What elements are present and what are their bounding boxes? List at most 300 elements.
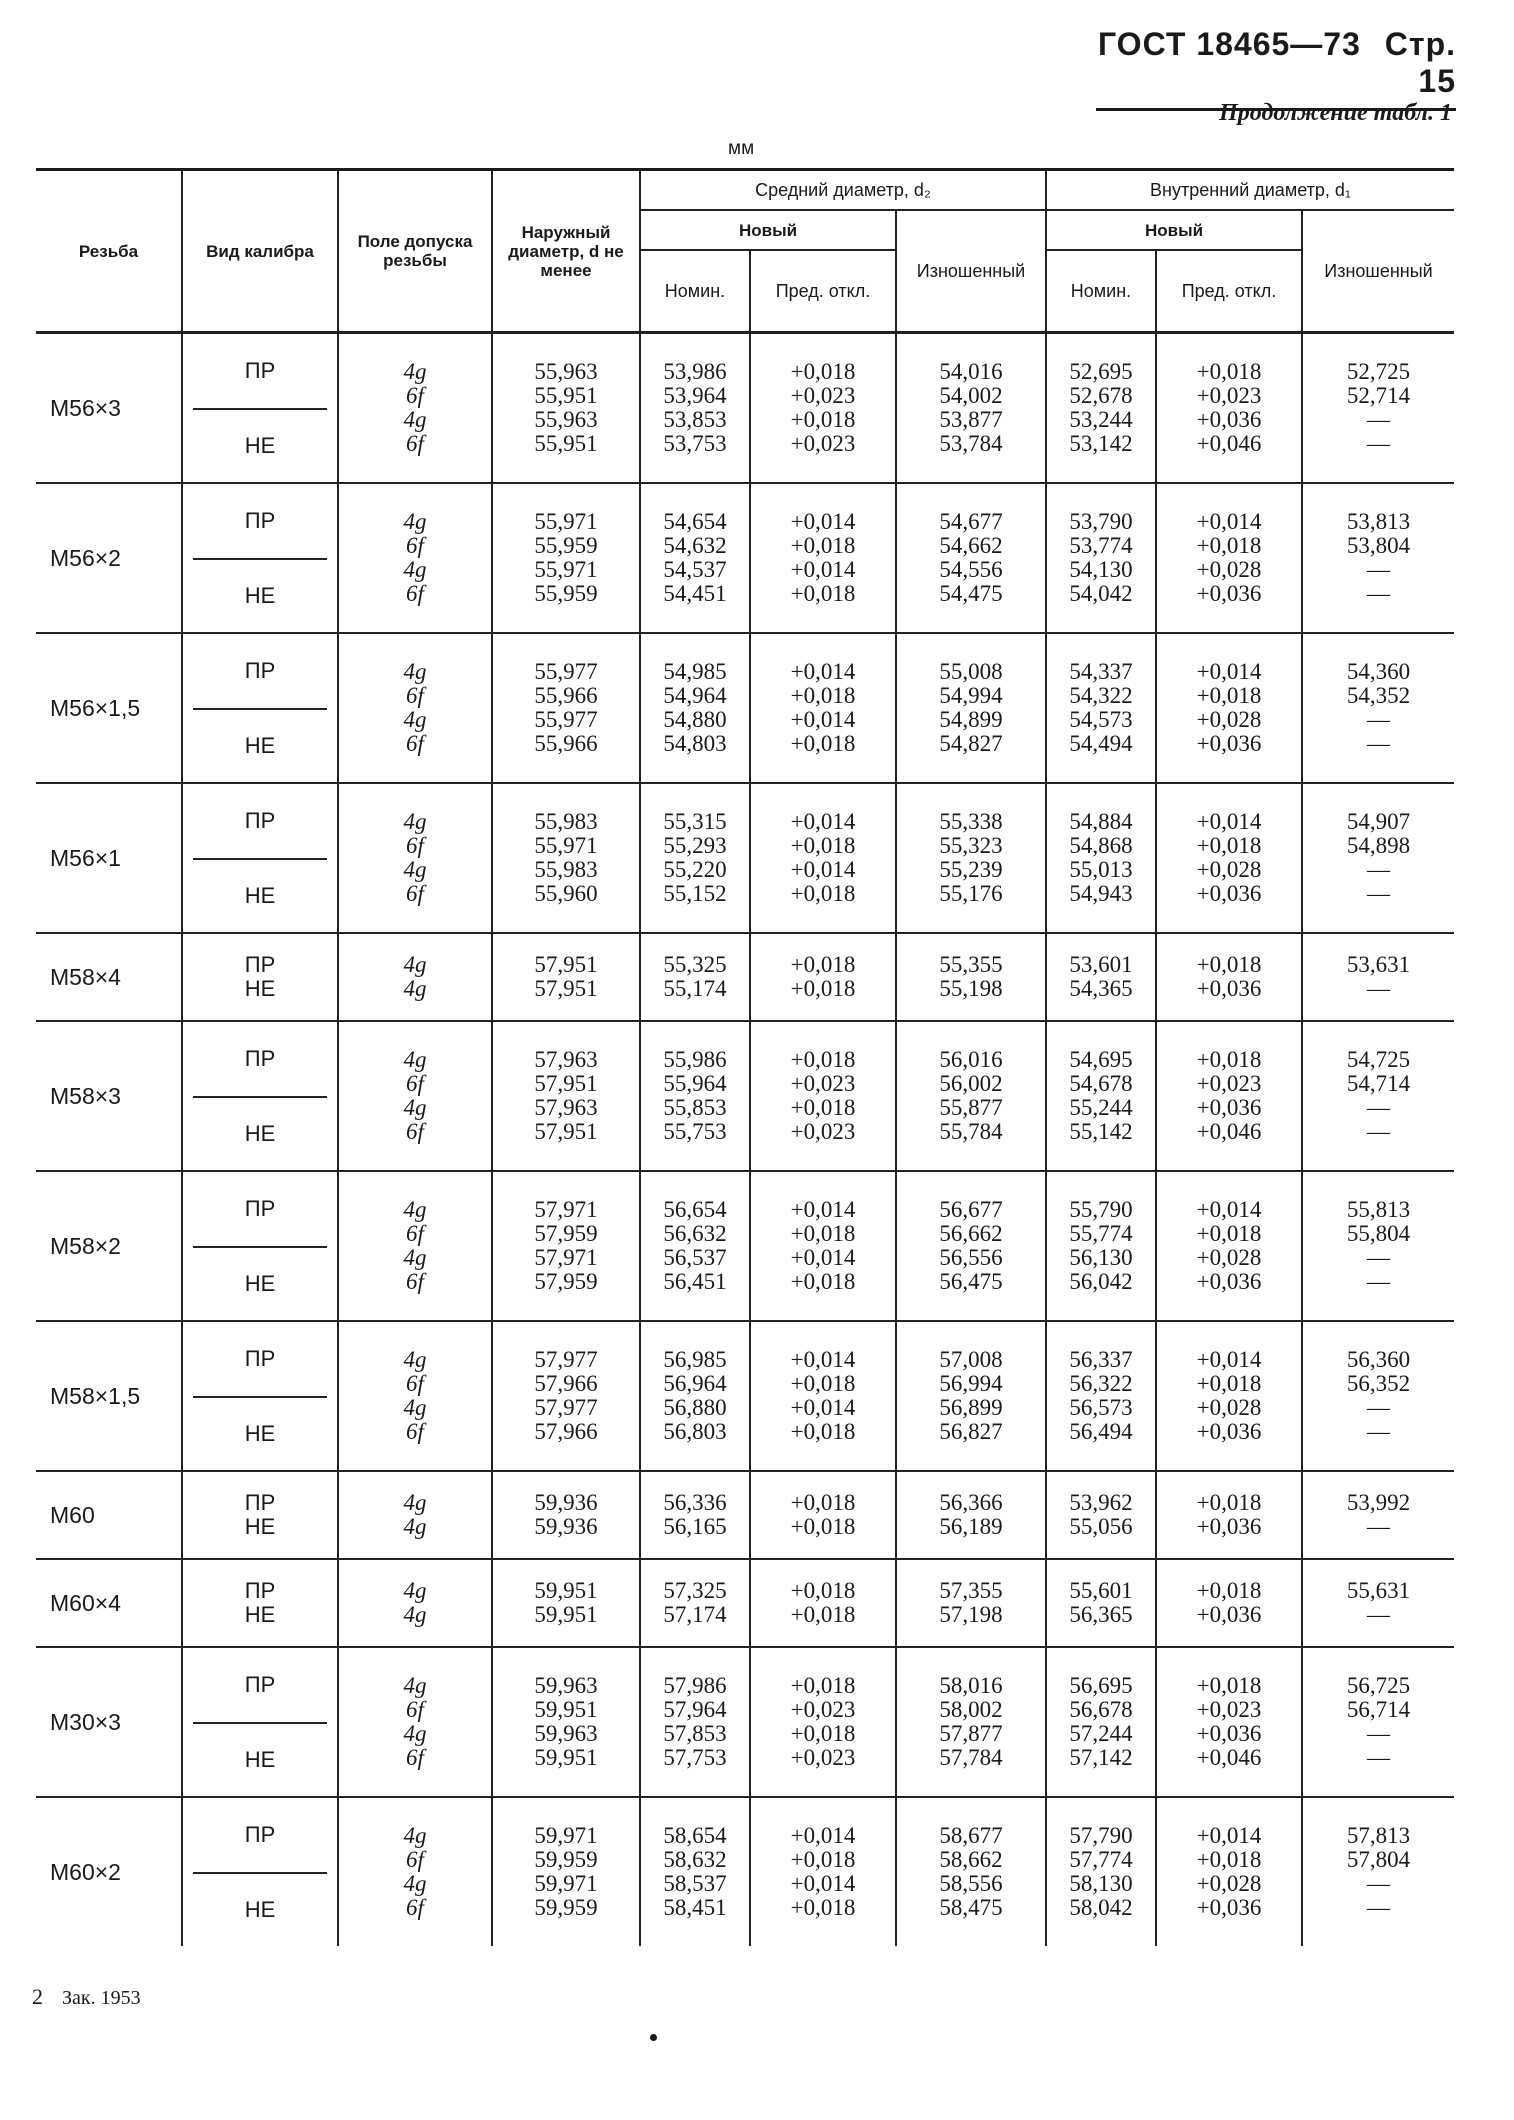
cell-value: +0,036: [1196, 1514, 1262, 1539]
cell-value: +0,014: [790, 659, 856, 684]
outer-diameter-values: [492, 783, 640, 933]
cell-value: 59,959: [534, 1847, 598, 1872]
inner-deviation-values: [1156, 1171, 1302, 1321]
cell-value: 4g: [403, 557, 427, 582]
cell-value: 53,986: [663, 359, 727, 384]
cell-value: 56,677: [939, 1197, 1003, 1222]
cell-value: 57,008: [939, 1347, 1003, 1372]
cell-value: +0,036: [1196, 1895, 1262, 1920]
cell-value: 54,725: [1346, 1047, 1411, 1072]
cell-value: 55,986: [663, 1047, 727, 1072]
cell-value: 56,365: [1069, 1602, 1133, 1627]
caliber-type-label: ПР: [244, 1578, 276, 1603]
mean-nominal-values: [640, 1559, 750, 1647]
cell-value: +0,036: [1196, 1721, 1262, 1746]
cell-value: 57,753: [663, 1745, 727, 1770]
cell-value: 4g: [403, 1095, 427, 1120]
thread-designation: М56×2: [36, 483, 182, 633]
cell-value: +0,018: [1196, 1673, 1262, 1698]
cell-value: 55,198: [939, 976, 1003, 1001]
cell-value: 57,325: [663, 1578, 727, 1603]
col-mean-deviation: Пред. откл.: [750, 250, 896, 333]
outer-diameter-values: [492, 1021, 640, 1171]
col-outer-diameter: Наружный диаметр, d не менее: [492, 170, 640, 333]
cell-value: +0,036: [1196, 407, 1262, 432]
cell-value: +0,014: [790, 707, 856, 732]
cell-value: 56,714: [1346, 1697, 1411, 1722]
cell-value: 59,951: [534, 1745, 598, 1770]
cell-value: 56,994: [939, 1371, 1003, 1396]
table-row: [36, 783, 1454, 933]
col-thread: Резьба: [36, 170, 182, 333]
cell-value: 56,803: [663, 1419, 727, 1444]
cell-value: 53,813: [1346, 509, 1411, 534]
cell-value: —: [1367, 407, 1390, 432]
footer-page-number: 2: [32, 1984, 43, 2009]
cell-value: 54,899: [939, 707, 1003, 732]
cell-value: 55,293: [663, 833, 727, 858]
cell-value: 59,963: [534, 1721, 598, 1746]
cell-value: +0,014: [790, 1347, 856, 1372]
caliber-type-label: НЕ: [193, 1396, 327, 1470]
cell-value: 56,725: [1346, 1673, 1411, 1698]
cell-value: 55,960: [534, 881, 598, 906]
cell-value: —: [1367, 1721, 1390, 1746]
cell-value: +0,014: [790, 557, 856, 582]
cell-value: 4g: [403, 857, 427, 882]
cell-value: 4g: [403, 1395, 427, 1420]
cell-value: +0,023: [790, 1071, 856, 1096]
cell-value: +0,018: [1196, 1490, 1262, 1515]
cell-value: 6f: [406, 1847, 424, 1872]
cell-value: +0,018: [790, 1514, 856, 1539]
cell-value: +0,018: [790, 833, 856, 858]
caliber-type-label: НЕ: [244, 1602, 276, 1627]
caliber-type-label: НЕ: [193, 1722, 327, 1796]
cell-value: +0,018: [790, 881, 856, 906]
thread-designation: М56×1,5: [36, 633, 182, 783]
cell-value: 57,977: [534, 1347, 598, 1372]
cell-value: +0,036: [1196, 881, 1262, 906]
mean-nominal-values: [640, 933, 750, 1021]
cell-value: —: [1367, 731, 1390, 756]
cell-value: 55,174: [663, 976, 727, 1001]
cell-value: +0,014: [1196, 659, 1262, 684]
cell-value: 55,983: [534, 809, 598, 834]
cell-value: 55,008: [939, 659, 1003, 684]
cell-value: 55,971: [534, 509, 598, 534]
cell-value: 54,898: [1346, 833, 1411, 858]
cell-value: 6f: [406, 683, 424, 708]
gauge-table: [36, 168, 1454, 1946]
cell-value: +0,018: [790, 581, 856, 606]
gost-number: ГОСТ 18465—73: [1097, 26, 1361, 62]
cell-value: 57,355: [939, 1578, 1003, 1603]
cell-value: 55,315: [663, 809, 727, 834]
outer-diameter-values: [492, 1321, 640, 1471]
cell-value: +0,018: [790, 976, 856, 1001]
inner-worn-values: [1302, 1647, 1454, 1797]
cell-value: 6f: [406, 581, 424, 606]
thread-designation: М58×3: [36, 1021, 182, 1171]
caliber-type: [182, 1171, 338, 1321]
mean-nominal-values: [640, 1171, 750, 1321]
cell-value: 54,654: [663, 509, 727, 534]
cell-value: +0,036: [1196, 731, 1262, 756]
cell-value: +0,018: [790, 533, 856, 558]
cell-value: +0,046: [1196, 431, 1262, 456]
cell-value: 55,813: [1346, 1197, 1411, 1222]
cell-value: 56,573: [1069, 1395, 1133, 1420]
cell-value: +0,028: [1196, 1871, 1262, 1896]
cell-value: +0,036: [1196, 1269, 1262, 1294]
cell-value: —: [1367, 707, 1390, 732]
mean-nominal-values: [640, 1647, 750, 1797]
caliber-type-label: НЕ: [193, 858, 327, 932]
cell-value: —: [1367, 1871, 1390, 1896]
cell-value: 55,790: [1069, 1197, 1133, 1222]
mean-worn-values: [896, 483, 1046, 633]
table-row: [36, 1471, 1454, 1559]
mean-worn-values: [896, 1647, 1046, 1797]
cell-value: 55,325: [663, 952, 727, 977]
mean-worn-values: [896, 1021, 1046, 1171]
cell-value: 58,537: [663, 1871, 727, 1896]
mean-deviation-values: [750, 633, 896, 783]
cell-value: 6f: [406, 731, 424, 756]
footer-order: Зак. 1953: [62, 1987, 141, 2009]
cell-value: +0,018: [1196, 1047, 1262, 1072]
mean-deviation-values: [750, 1021, 896, 1171]
cell-value: 56,130: [1069, 1245, 1133, 1270]
cell-value: 58,632: [663, 1847, 727, 1872]
cell-value: 55,971: [534, 833, 598, 858]
caliber-type-label: ПР: [244, 1196, 276, 1221]
tolerance-values: [338, 1797, 492, 1946]
cell-value: 56,880: [663, 1395, 727, 1420]
cell-value: 54,714: [1346, 1071, 1411, 1096]
cell-value: 55,983: [534, 857, 598, 882]
outer-diameter-values: [492, 1797, 640, 1946]
cell-value: +0,014: [1196, 509, 1262, 534]
thread-designation: М30×3: [36, 1647, 182, 1797]
cell-value: 59,951: [534, 1578, 598, 1603]
outer-diameter-values: [492, 333, 640, 484]
col-inner-nominal: Номин.: [1046, 250, 1156, 333]
col-mean-worn: Изношенный: [896, 210, 1046, 333]
cell-value: 53,601: [1069, 952, 1133, 977]
cell-value: 55,951: [534, 431, 598, 456]
mean-worn-values: [896, 1559, 1046, 1647]
cell-value: +0,014: [1196, 1347, 1262, 1372]
cell-value: 54,943: [1069, 881, 1133, 906]
inner-worn-values: [1302, 1471, 1454, 1559]
cell-value: —: [1367, 1514, 1390, 1539]
outer-diameter-values: [492, 483, 640, 633]
mean-deviation-values: [750, 1321, 896, 1471]
cell-value: +0,018: [1196, 359, 1262, 384]
cell-value: +0,018: [790, 683, 856, 708]
cell-value: 56,827: [939, 1419, 1003, 1444]
cell-value: +0,023: [790, 1119, 856, 1144]
cell-value: 59,936: [534, 1490, 598, 1515]
cell-value: +0,018: [790, 1221, 856, 1246]
cell-value: 54,632: [663, 533, 727, 558]
caliber-type: [182, 333, 338, 484]
cell-value: 56,537: [663, 1245, 727, 1270]
cell-value: 55,152: [663, 881, 727, 906]
cell-value: +0,018: [790, 359, 856, 384]
inner-deviation-values: [1156, 783, 1302, 933]
caliber-type: [182, 1559, 338, 1647]
cell-value: 55,244: [1069, 1095, 1133, 1120]
cell-value: 55,631: [1346, 1578, 1411, 1603]
caliber-type-label: ПР: [244, 1672, 276, 1697]
cell-value: 4g: [403, 1197, 427, 1222]
caliber-type-label: ПР: [244, 658, 276, 683]
cell-value: 54,573: [1069, 707, 1133, 732]
table-row: [36, 333, 1454, 484]
cell-value: 56,654: [663, 1197, 727, 1222]
caliber-type: [182, 633, 338, 783]
tolerance-values: [338, 1021, 492, 1171]
cell-value: 58,677: [939, 1823, 1003, 1848]
cell-value: 55,804: [1346, 1221, 1411, 1246]
cell-value: 6f: [406, 1419, 424, 1444]
cell-value: +0,036: [1196, 1602, 1262, 1627]
tolerance-values: [338, 933, 492, 1021]
cell-value: 54,662: [939, 533, 1003, 558]
cell-value: +0,018: [790, 1371, 856, 1396]
caliber-type: [182, 1647, 338, 1797]
cell-value: +0,018: [1196, 1221, 1262, 1246]
table-row: [36, 1647, 1454, 1797]
cell-value: 54,677: [939, 509, 1003, 534]
cell-value: 58,042: [1069, 1895, 1133, 1920]
cell-value: 57,966: [534, 1371, 598, 1396]
cell-value: +0,036: [1196, 581, 1262, 606]
cell-value: 54,695: [1069, 1047, 1133, 1072]
cell-value: 56,494: [1069, 1419, 1133, 1444]
inner-nominal-values: [1046, 1647, 1156, 1797]
cell-value: 55,239: [939, 857, 1003, 882]
cell-value: +0,046: [1196, 1745, 1262, 1770]
cell-value: 4g: [403, 1578, 427, 1603]
cell-value: +0,018: [790, 952, 856, 977]
cell-value: 54,907: [1346, 809, 1411, 834]
cell-value: 4g: [403, 976, 427, 1001]
cell-value: 55,355: [939, 952, 1003, 977]
cell-value: 4g: [403, 407, 427, 432]
cell-value: 4g: [403, 707, 427, 732]
inner-worn-values: [1302, 1559, 1454, 1647]
table-continuation-label: Продолжение табл. 1: [1219, 100, 1452, 126]
cell-value: 52,678: [1069, 383, 1133, 408]
table-row: [36, 1171, 1454, 1321]
caliber-type-label: НЕ: [193, 1096, 327, 1170]
caliber-type-label: ПР: [244, 808, 276, 833]
caliber-type-label: ПР: [244, 1490, 276, 1515]
cell-value: +0,014: [790, 857, 856, 882]
inner-nominal-values: [1046, 1321, 1156, 1471]
cell-value: 56,352: [1346, 1371, 1411, 1396]
cell-value: 4g: [403, 1871, 427, 1896]
cell-value: —: [1367, 1095, 1390, 1120]
caliber-type-label: НЕ: [193, 1246, 327, 1320]
caliber-type-label: ПР: [244, 508, 276, 533]
mean-nominal-values: [640, 1021, 750, 1171]
cell-value: 54,451: [663, 581, 727, 606]
cell-value: 59,963: [534, 1673, 598, 1698]
cell-value: 57,790: [1069, 1823, 1133, 1848]
cell-value: 53,244: [1069, 407, 1133, 432]
mean-worn-values: [896, 933, 1046, 1021]
inner-worn-values: [1302, 483, 1454, 633]
cell-value: 4g: [403, 359, 427, 384]
cell-value: +0,018: [790, 1095, 856, 1120]
cell-value: 57,951: [534, 976, 598, 1001]
cell-value: 4g: [403, 659, 427, 684]
mean-deviation-values: [750, 483, 896, 633]
cell-value: +0,014: [790, 1871, 856, 1896]
inner-worn-values: [1302, 1021, 1454, 1171]
caliber-type-label: НЕ: [193, 708, 327, 782]
outer-diameter-values: [492, 1647, 640, 1797]
inner-deviation-values: [1156, 1647, 1302, 1797]
cell-value: —: [1367, 1395, 1390, 1420]
cell-value: —: [1367, 557, 1390, 582]
cell-value: 57,959: [534, 1269, 598, 1294]
cell-value: +0,023: [790, 1697, 856, 1722]
cell-value: 4g: [403, 509, 427, 534]
cell-value: 54,322: [1069, 683, 1133, 708]
cell-value: 55,853: [663, 1095, 727, 1120]
inner-nominal-values: [1046, 1797, 1156, 1946]
cell-value: 58,130: [1069, 1871, 1133, 1896]
inner-deviation-values: [1156, 1559, 1302, 1647]
cell-value: 53,964: [663, 383, 727, 408]
cell-value: +0,023: [1196, 383, 1262, 408]
cell-value: 54,827: [939, 731, 1003, 756]
cell-value: +0,023: [790, 1745, 856, 1770]
cell-value: +0,018: [1196, 533, 1262, 558]
cell-value: 6f: [406, 1697, 424, 1722]
cell-value: —: [1367, 581, 1390, 606]
cell-value: 57,174: [663, 1602, 727, 1627]
table-row: [36, 1797, 1454, 1946]
cell-value: 55,784: [939, 1119, 1003, 1144]
cell-value: 56,016: [939, 1047, 1003, 1072]
cell-value: +0,018: [790, 1847, 856, 1872]
tolerance-values: [338, 483, 492, 633]
col-tolerance: Поле допуска резьбы: [338, 170, 492, 333]
cell-value: 6f: [406, 1745, 424, 1770]
cell-value: 4g: [403, 1823, 427, 1848]
inner-deviation-values: [1156, 1797, 1302, 1946]
cell-value: 53,962: [1069, 1490, 1133, 1515]
inner-deviation-values: [1156, 1471, 1302, 1559]
cell-value: 56,678: [1069, 1697, 1133, 1722]
cell-value: 57,804: [1346, 1847, 1411, 1872]
cell-value: 59,951: [534, 1602, 598, 1627]
cell-value: 58,451: [663, 1895, 727, 1920]
cell-value: +0,014: [790, 1197, 856, 1222]
cell-value: +0,018: [790, 1602, 856, 1627]
cell-value: 54,880: [663, 707, 727, 732]
cell-value: +0,036: [1196, 1095, 1262, 1120]
cell-value: 53,877: [939, 407, 1003, 432]
mean-worn-values: [896, 1471, 1046, 1559]
cell-value: 56,337: [1069, 1347, 1133, 1372]
tolerance-values: [338, 1559, 492, 1647]
cell-value: 57,971: [534, 1245, 598, 1270]
cell-value: 58,475: [939, 1895, 1003, 1920]
cell-value: 55,142: [1069, 1119, 1133, 1144]
cell-value: 53,790: [1069, 509, 1133, 534]
cell-value: 56,322: [1069, 1371, 1133, 1396]
cell-value: 6f: [406, 1371, 424, 1396]
inner-nominal-values: [1046, 783, 1156, 933]
cell-value: 53,853: [663, 407, 727, 432]
cell-value: —: [1367, 1745, 1390, 1770]
cell-value: 6f: [406, 1895, 424, 1920]
cell-value: 6f: [406, 533, 424, 558]
units-label: мм: [728, 138, 755, 159]
cell-value: 57,244: [1069, 1721, 1133, 1746]
cell-value: +0,028: [1196, 1395, 1262, 1420]
cell-value: 56,042: [1069, 1269, 1133, 1294]
cell-value: —: [1367, 881, 1390, 906]
inner-nominal-values: [1046, 1471, 1156, 1559]
inner-nominal-values: [1046, 1171, 1156, 1321]
cell-value: 55,966: [534, 731, 598, 756]
cell-value: 55,056: [1069, 1514, 1133, 1539]
mean-deviation-values: [750, 1171, 896, 1321]
inner-worn-values: [1302, 333, 1454, 484]
cell-value: 59,971: [534, 1871, 598, 1896]
table-row: [36, 933, 1454, 1021]
cell-value: 57,966: [534, 1419, 598, 1444]
cell-value: 56,556: [939, 1245, 1003, 1270]
mean-deviation-values: [750, 1647, 896, 1797]
cell-value: 54,884: [1069, 809, 1133, 834]
cell-value: +0,018: [790, 1269, 856, 1294]
cell-value: 57,977: [534, 1395, 598, 1420]
mean-deviation-values: [750, 333, 896, 484]
cell-value: 57,971: [534, 1197, 598, 1222]
cell-value: —: [1367, 976, 1390, 1001]
cell-value: 54,868: [1069, 833, 1133, 858]
cell-value: +0,018: [1196, 833, 1262, 858]
cell-value: 53,804: [1346, 533, 1411, 558]
page-footer: [32, 1984, 141, 2010]
cell-value: 4g: [403, 1602, 427, 1627]
thread-designation: М56×3: [36, 333, 182, 484]
cell-value: —: [1367, 1245, 1390, 1270]
outer-diameter-values: [492, 633, 640, 783]
cell-value: —: [1367, 857, 1390, 882]
cell-value: 54,678: [1069, 1071, 1133, 1096]
cell-value: +0,023: [790, 431, 856, 456]
cell-value: 6f: [406, 1119, 424, 1144]
cell-value: 55,966: [534, 683, 598, 708]
mean-nominal-values: [640, 483, 750, 633]
cell-value: 6f: [406, 1071, 424, 1096]
cell-value: 53,631: [1346, 952, 1411, 977]
cell-value: 59,971: [534, 1823, 598, 1848]
cell-value: 4g: [403, 1347, 427, 1372]
cell-value: 54,475: [939, 581, 1003, 606]
